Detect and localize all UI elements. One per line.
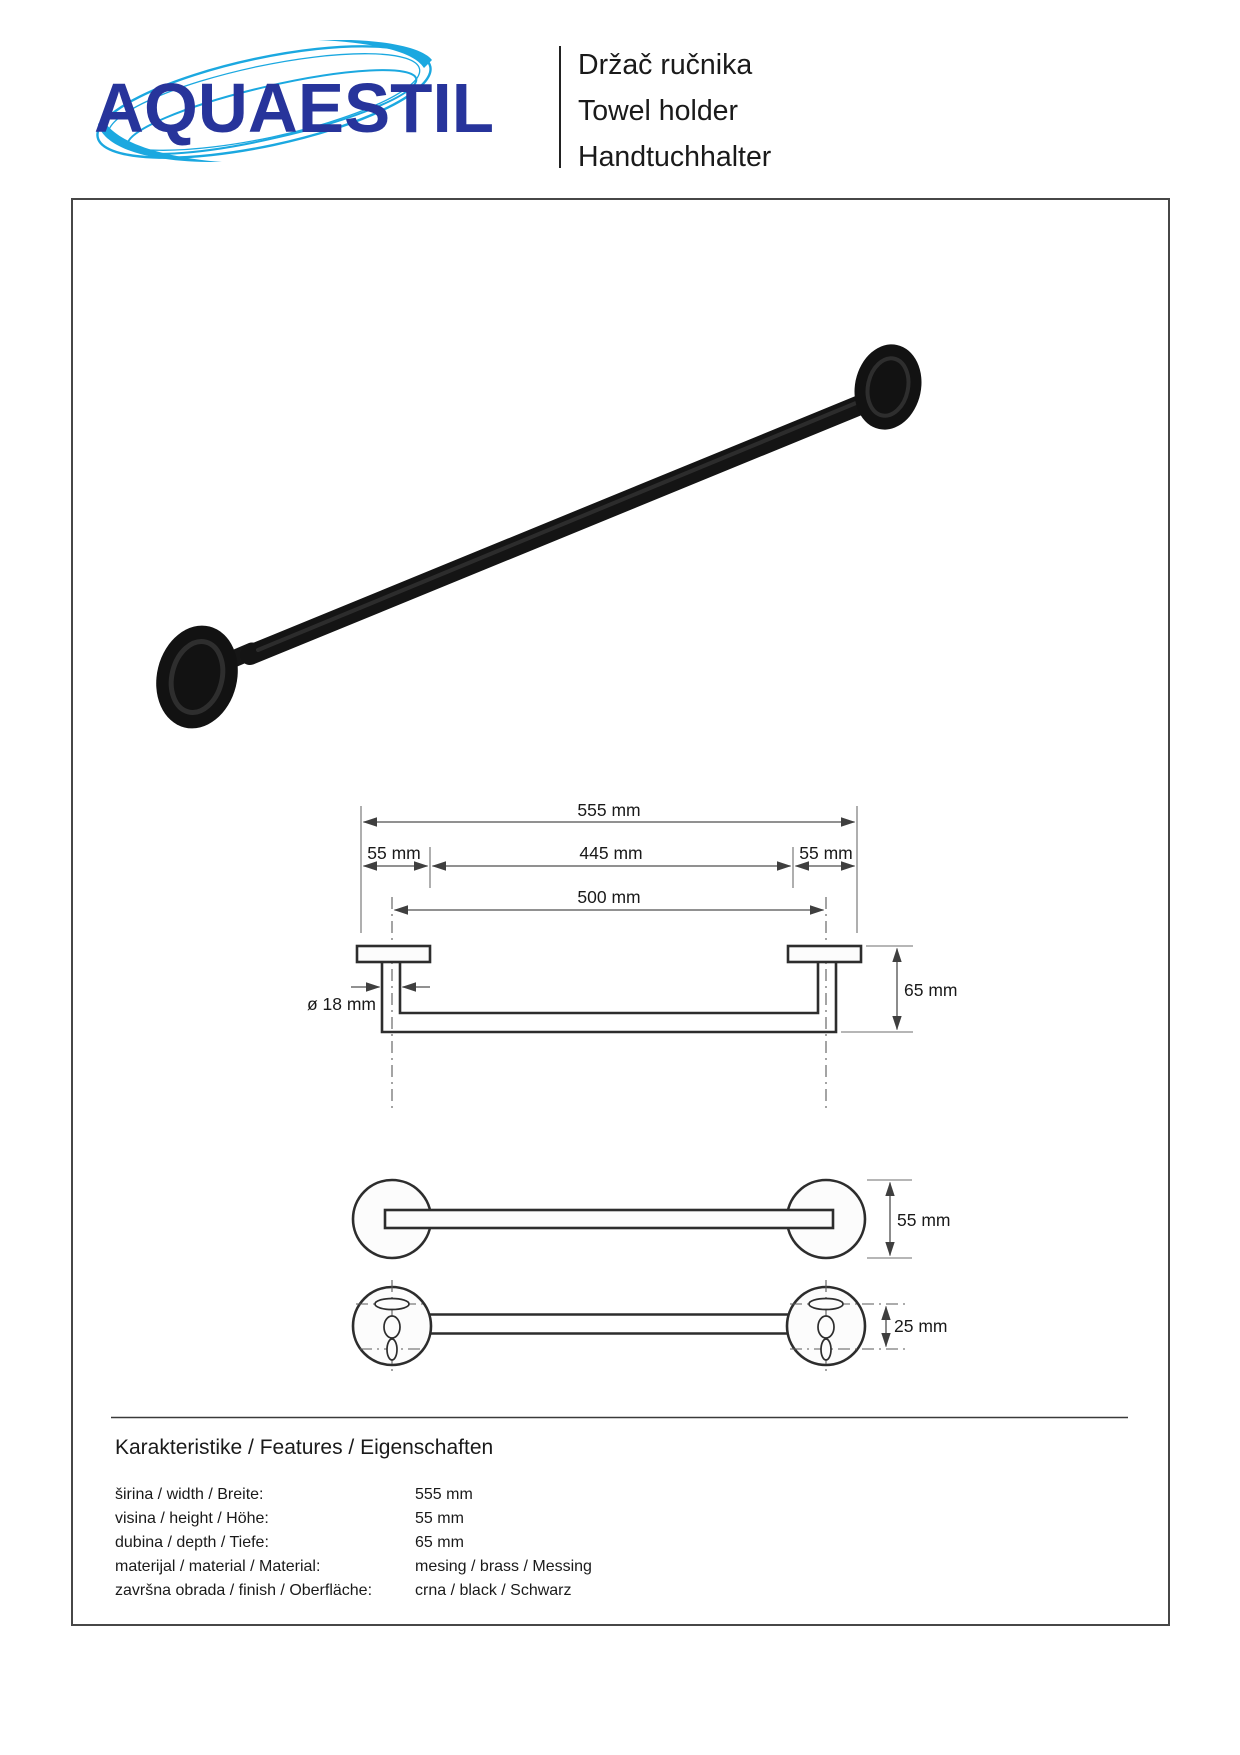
feature-value: 65 mm (415, 1534, 464, 1551)
feature-row-finish (0, 1582, 1100, 1606)
dim-label-right-offset: 55 mm (799, 843, 853, 863)
dim-label-bar-diameter: ø 18 mm (306, 994, 376, 1014)
feature-label: visina / height / Höhe: (115, 1510, 269, 1527)
feature-value: mesing / brass / Messing (415, 1558, 592, 1575)
feature-label: završna obrada / finish / Oberfläche: (115, 1582, 373, 1599)
feature-row-height (0, 1510, 1100, 1534)
feature-row-material (0, 1558, 1100, 1582)
feature-label: širina / width / Breite: (115, 1486, 264, 1503)
feature-value: 55 mm (415, 1510, 464, 1527)
dim-label-rosette-diameter: 55 mm (897, 1210, 951, 1230)
drawing-mounting-view (353, 1280, 947, 1374)
logo-wordmark: AQUAESTIL (94, 69, 494, 147)
product-title-en: Towel holder (578, 95, 739, 127)
feature-value: 555 mm (415, 1486, 473, 1503)
feature-label: materijal / material / Material: (115, 1558, 321, 1575)
dim-label-depth: 65 mm (904, 980, 958, 1000)
feature-label: dubina / depth / Tiefe: (115, 1534, 269, 1551)
product-title-hr: Držač ručnika (578, 49, 753, 81)
dim-label-total-width: 555 mm (577, 800, 641, 820)
dim-label-hole-spacing: 500 mm (577, 887, 641, 907)
dim-label-inner-span: 445 mm (579, 843, 643, 863)
dim-label-left-offset: 55 mm (367, 843, 421, 863)
photo-rosette-right (847, 338, 929, 436)
dim-label-hole-distance: 25 mm (894, 1316, 948, 1336)
photo-rosette-left (146, 617, 249, 737)
feature-row-depth (0, 1534, 1100, 1558)
product-photo (146, 338, 930, 737)
drawing-profile-view (307, 800, 958, 1108)
drawing-front-view (353, 1180, 950, 1258)
feature-value: crna / black / Schwarz (415, 1582, 572, 1599)
features-heading: Karakteristike / Features / Eigenschaften (115, 1436, 494, 1459)
feature-row-width (0, 1486, 1100, 1510)
product-title-de: Handtuchhalter (578, 141, 772, 173)
